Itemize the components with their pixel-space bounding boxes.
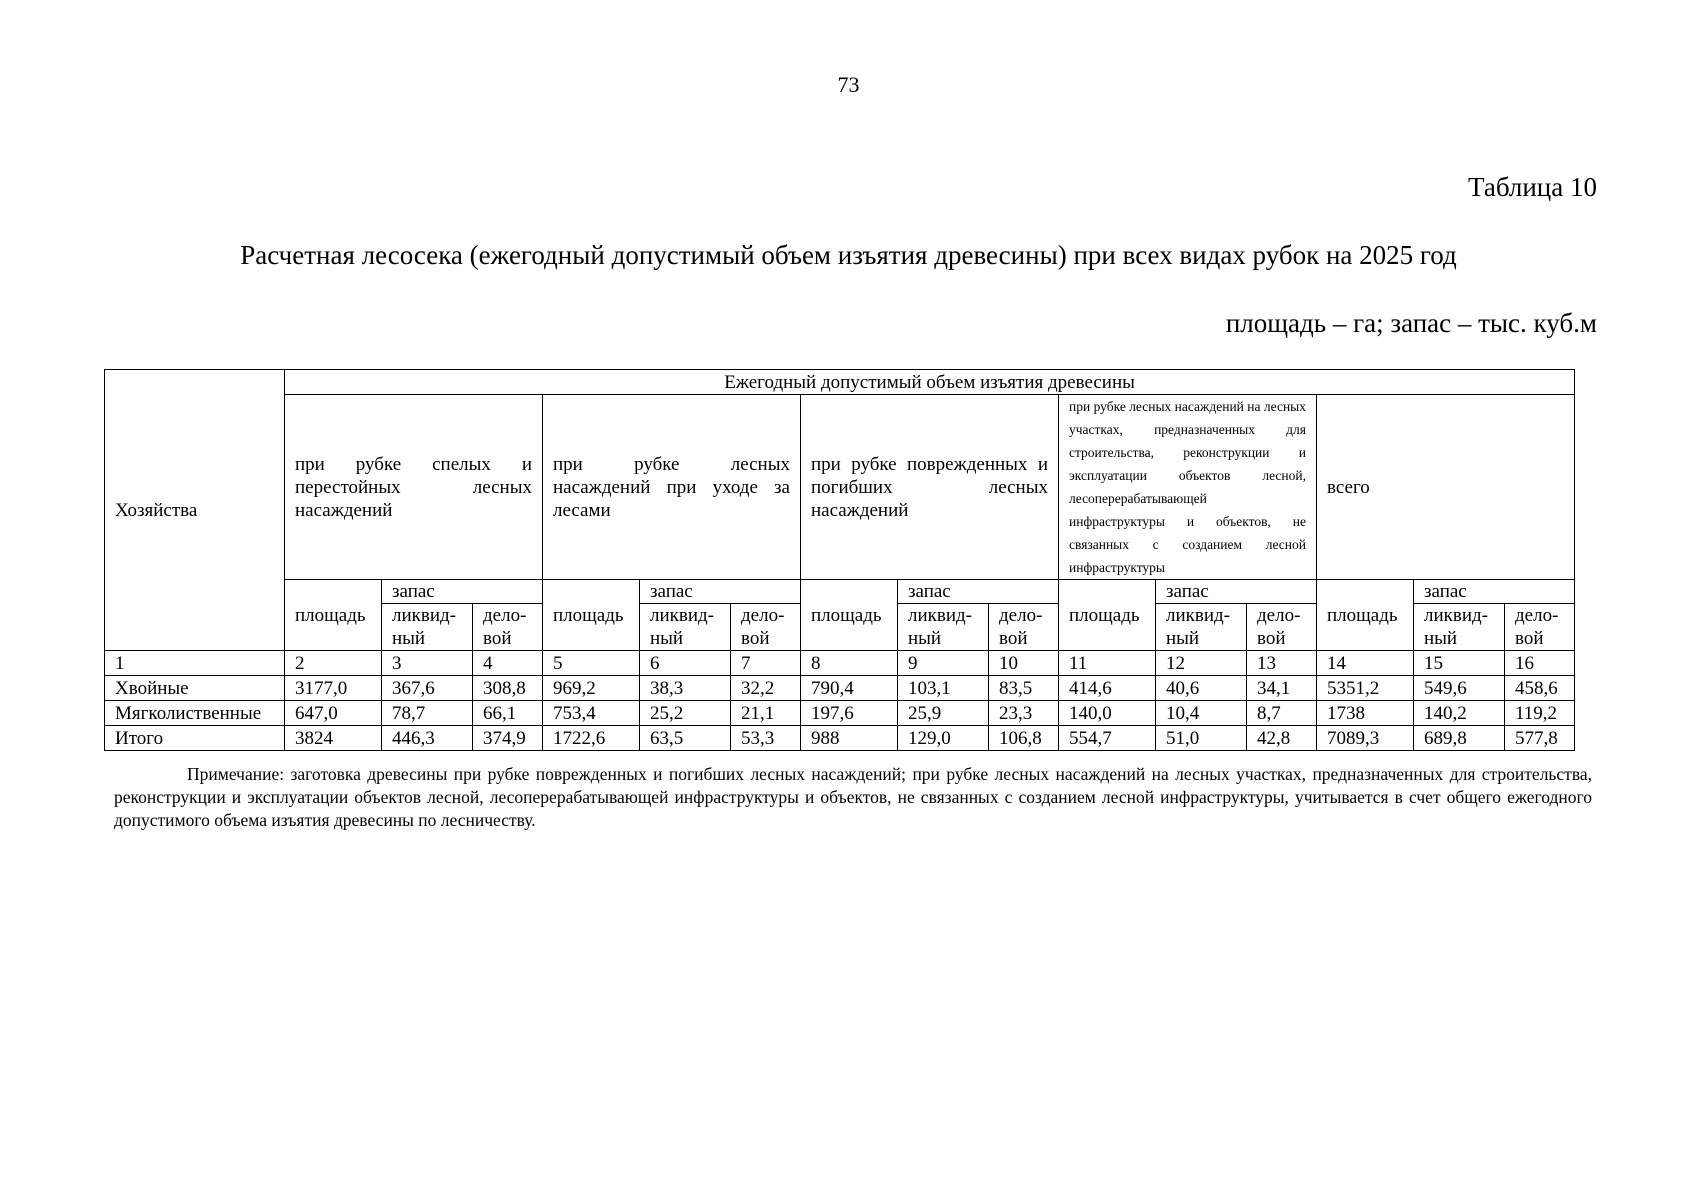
table-cell: 554,7 (1059, 726, 1156, 751)
header-row-categories (105, 395, 1575, 580)
table-cell: 140,2 (1414, 701, 1505, 726)
table-cell: 197,6 (801, 701, 898, 726)
header-row-stock (105, 580, 1575, 604)
table-cell: 308,8 (473, 676, 543, 701)
header-stock: запас (1414, 580, 1575, 604)
header-business: дело-вой (473, 604, 543, 651)
column-number: 12 (1156, 651, 1247, 676)
table-cell: 53,3 (731, 726, 801, 751)
table-cell: 119,2 (1505, 701, 1575, 726)
table-cell: 129,0 (898, 726, 989, 751)
table-cell: 1738 (1317, 701, 1414, 726)
column-number-row (105, 651, 1575, 676)
header-annual-volume: Ежегодный допустимый объем изъятия древесины (285, 370, 1575, 395)
header-business: дело-вой (989, 604, 1059, 651)
column-number: 11 (1059, 651, 1156, 676)
table-cell: 988 (801, 726, 898, 751)
table-cell: 51,0 (1156, 726, 1247, 751)
column-number: 4 (473, 651, 543, 676)
table-row-total (105, 726, 1575, 751)
column-number: 16 (1505, 651, 1575, 676)
table-cell: 40,6 (1156, 676, 1247, 701)
table-cell: 10,4 (1156, 701, 1247, 726)
document-title: Расчетная лесосека (ежегодный допустимый объем изъятия древесины) при всех видах рубок на 2025 год (240, 240, 1457, 270)
table-cell: 5351,2 (1317, 676, 1414, 701)
header-category-total: всего (1317, 395, 1575, 580)
table-cell: 38,3 (640, 676, 731, 701)
table-cell: 103,1 (898, 676, 989, 701)
table-cell: 140,0 (1059, 701, 1156, 726)
header-area: площадь (801, 580, 898, 651)
table-cell: 7089,3 (1317, 726, 1414, 751)
header-stock: запас (382, 580, 543, 604)
column-number: 8 (801, 651, 898, 676)
table-cell: 790,4 (801, 676, 898, 701)
header-liquid: ликвид-ный (898, 604, 989, 651)
header-stock: запас (898, 580, 1059, 604)
header-area: площадь (543, 580, 640, 651)
table-cell: 83,5 (989, 676, 1059, 701)
column-number: 2 (285, 651, 382, 676)
header-category-construction: при рубке лесных насаждений на лесных участках, предназначенных для строительства, реконструкции и эксплуатации объектов лесной, лесоперерабатывающей инфраструктуры и объектов, не связанных с созданием лесной инфраструктуры (1059, 395, 1317, 580)
column-number: 14 (1317, 651, 1414, 676)
table-cell: 25,9 (898, 701, 989, 726)
table-cell: 8,7 (1247, 701, 1317, 726)
header-area: площадь (285, 580, 382, 651)
column-number: 13 (1247, 651, 1317, 676)
table-cell: 374,9 (473, 726, 543, 751)
header-category-damaged: при рубке поврежденных и погибших лесных насаждений (801, 395, 1059, 580)
row-name: Хвойные (105, 676, 285, 701)
column-number: 7 (731, 651, 801, 676)
footnote: Примечание: заготовка древесины при рубке поврежденных и погибших лесных насаждений; при рубке лесных насаждений на лесных участках, предназначенных для строительства, реконструкции и эксплуатации объектов лесной, лесоперерабатывающей инфраструктуры и объектов, не связанных с созданием лесной инфраструктуры, учитывается в счет общего ежегодного допустимого объема изъятия древесины по лесничеству. (114, 764, 1592, 830)
column-number: 10 (989, 651, 1059, 676)
table-cell: 689,8 (1414, 726, 1505, 751)
header-row-group (105, 370, 1575, 395)
table-cell: 32,2 (731, 676, 801, 701)
row-name: Итого (105, 726, 285, 751)
header-area: площадь (1059, 580, 1156, 651)
column-number: 9 (898, 651, 989, 676)
table-cell: 21,1 (731, 701, 801, 726)
table-cell: 753,4 (543, 701, 640, 726)
table-cell: 3824 (285, 726, 382, 751)
column-number: 6 (640, 651, 731, 676)
table-cell: 106,8 (989, 726, 1059, 751)
header-business: дело-вой (1247, 604, 1317, 651)
table-cell: 1722,6 (543, 726, 640, 751)
table-row-conifer (105, 676, 1575, 701)
column-number: 5 (543, 651, 640, 676)
header-liquid: ликвид-ный (382, 604, 473, 651)
header-category-mature: при рубке спелых и перестойных лесных насаждений (285, 395, 543, 580)
column-number: 15 (1414, 651, 1505, 676)
table-cell: 25,2 (640, 701, 731, 726)
header-business: дело-вой (731, 604, 801, 651)
table-cell: 66,1 (473, 701, 543, 726)
units-note: площадь – га; запас – тыс. куб.м (1225, 308, 1597, 338)
table-cell: 34,1 (1247, 676, 1317, 701)
header-stock: запас (640, 580, 801, 604)
table-cell: 42,8 (1247, 726, 1317, 751)
table-row-softwood (105, 701, 1575, 726)
column-number: 3 (382, 651, 473, 676)
table-cell: 63,5 (640, 726, 731, 751)
table-cell: 3177,0 (285, 676, 382, 701)
table-label: Таблица 10 (1468, 172, 1597, 202)
header-farms: Хозяйства (105, 370, 285, 651)
row-name: Мягколиственные (105, 701, 285, 726)
header-area: площадь (1317, 580, 1414, 651)
table-cell: 549,6 (1414, 676, 1505, 701)
lesoseka-table (104, 369, 1575, 751)
header-liquid: ликвид-ный (1414, 604, 1505, 651)
table-cell: 577,8 (1505, 726, 1575, 751)
table-cell: 969,2 (543, 676, 640, 701)
table-cell: 23,3 (989, 701, 1059, 726)
column-number: 1 (105, 651, 285, 676)
header-category-thinning: при рубке лесных насаждений при уходе за лесами (543, 395, 801, 580)
page-number: 73 (837, 72, 860, 97)
header-business: дело-вой (1505, 604, 1575, 651)
table-cell: 414,6 (1059, 676, 1156, 701)
table-cell: 458,6 (1505, 676, 1575, 701)
header-stock: запас (1156, 580, 1317, 604)
table-cell: 78,7 (382, 701, 473, 726)
header-liquid: ликвид-ный (640, 604, 731, 651)
table-cell: 446,3 (382, 726, 473, 751)
table-cell: 647,0 (285, 701, 382, 726)
table-cell: 367,6 (382, 676, 473, 701)
header-liquid: ликвид-ный (1156, 604, 1247, 651)
